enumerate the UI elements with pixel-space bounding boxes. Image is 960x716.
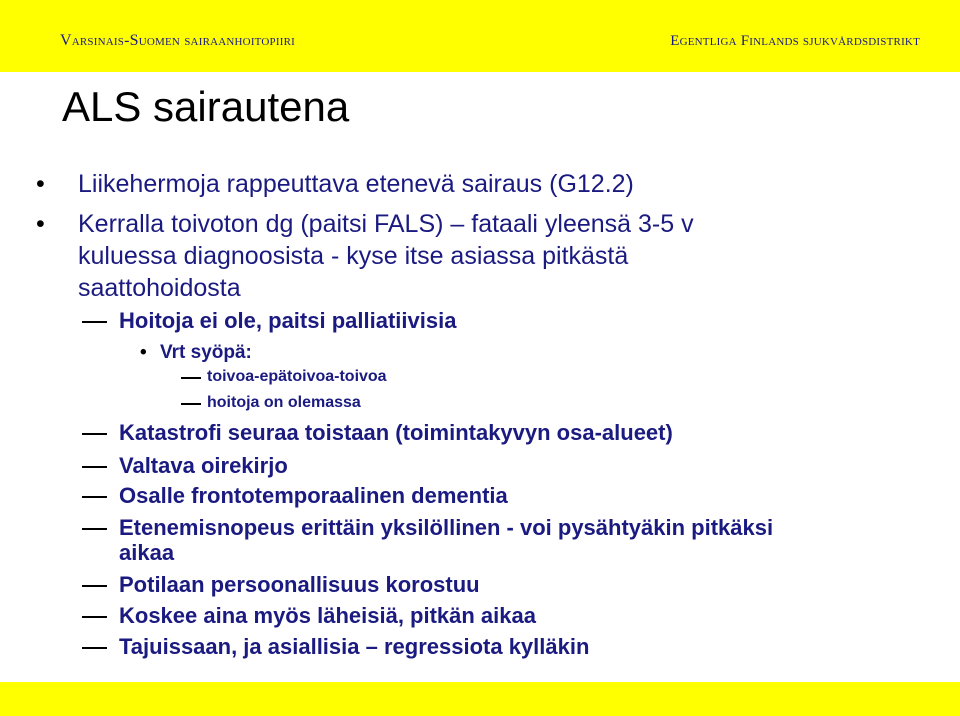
sub-sub-item-text: Vrt syöpä:: [160, 342, 252, 363]
sub-item: [119, 633, 589, 661]
sub-item-text: Katastrofi seuraa toistaan (toimintakyvyn osa-alueet): [119, 420, 673, 445]
level4-item-text: toivoa-epätoivoa-toivoa: [207, 368, 387, 385]
dash-icon: [82, 321, 107, 323]
dash-icon: [82, 466, 107, 468]
level4-item: [207, 367, 387, 387]
sub-item: [119, 602, 536, 630]
dash-icon: [82, 585, 107, 587]
bullet-continuation: [78, 240, 628, 272]
sub-item: [119, 419, 673, 447]
sub-item: [119, 452, 288, 480]
dash-icon: [82, 496, 107, 498]
bullet-continuation: [78, 272, 241, 304]
sub-item-text: Tajuissaan, ja asiallisia – regressiota kylläkin: [119, 634, 590, 659]
sub-item-continuation: [119, 539, 174, 567]
bullet-text: Kerralla toivoton dg (paitsi FALS) – fataali yleensä 3-5 v: [78, 210, 694, 238]
header-right-org: Egentliga Finlands sjukvårdsdistrikt: [670, 33, 920, 49]
bullet-text: Liikehermoja rappeuttava etenevä sairaus (G12.2): [78, 170, 634, 198]
sub-item-text: Potilaan persoonallisuus korostuu: [119, 572, 480, 597]
sub-item-text: Hoitoja ei ole, paitsi palliatiivisia: [119, 308, 457, 333]
level4-item: [207, 393, 361, 413]
dash-icon: [82, 433, 107, 435]
bullet-item: [36, 208, 694, 240]
sub-item-text: Valtava oirekirjo: [119, 453, 288, 478]
bullet-text: kuluessa diagnoosista - kyse itse asiassa pitkästä: [78, 242, 629, 270]
dash-icon: [82, 528, 107, 530]
bullet-text: saattohoidosta: [78, 274, 241, 302]
bullet-dot-icon: •: [140, 342, 147, 363]
dash-icon: [82, 647, 107, 649]
dash-icon: [82, 616, 107, 618]
footer-bar: [0, 682, 960, 716]
sub-item-text: Osalle frontotemporaalinen dementia: [119, 483, 508, 508]
bullet-dot-icon: •: [36, 170, 45, 198]
sub-sub-item: [140, 341, 252, 365]
sub-item-text: Etenemisnopeus erittäin yksilöllinen - voi pysähtyäkin pitkäksi: [119, 515, 774, 540]
sub-item-text: aikaa: [119, 540, 175, 565]
sub-item: [119, 514, 773, 542]
bullet-dot-icon: •: [36, 210, 45, 238]
sub-item: [119, 482, 508, 510]
level4-item-text: hoitoja on olemassa: [207, 394, 361, 411]
dash-icon: [181, 377, 201, 379]
dash-icon: [181, 403, 201, 405]
sub-item: [119, 571, 480, 599]
sub-item-text: Koskee aina myös läheisiä, pitkän aikaa: [119, 603, 536, 628]
slide-title: ALS sairautena: [62, 83, 350, 130]
sub-item: [119, 307, 456, 335]
bullet-item: [36, 168, 634, 200]
header-left-org: Varsinais-Suomen sairaanhoitopiiri: [60, 32, 295, 49]
